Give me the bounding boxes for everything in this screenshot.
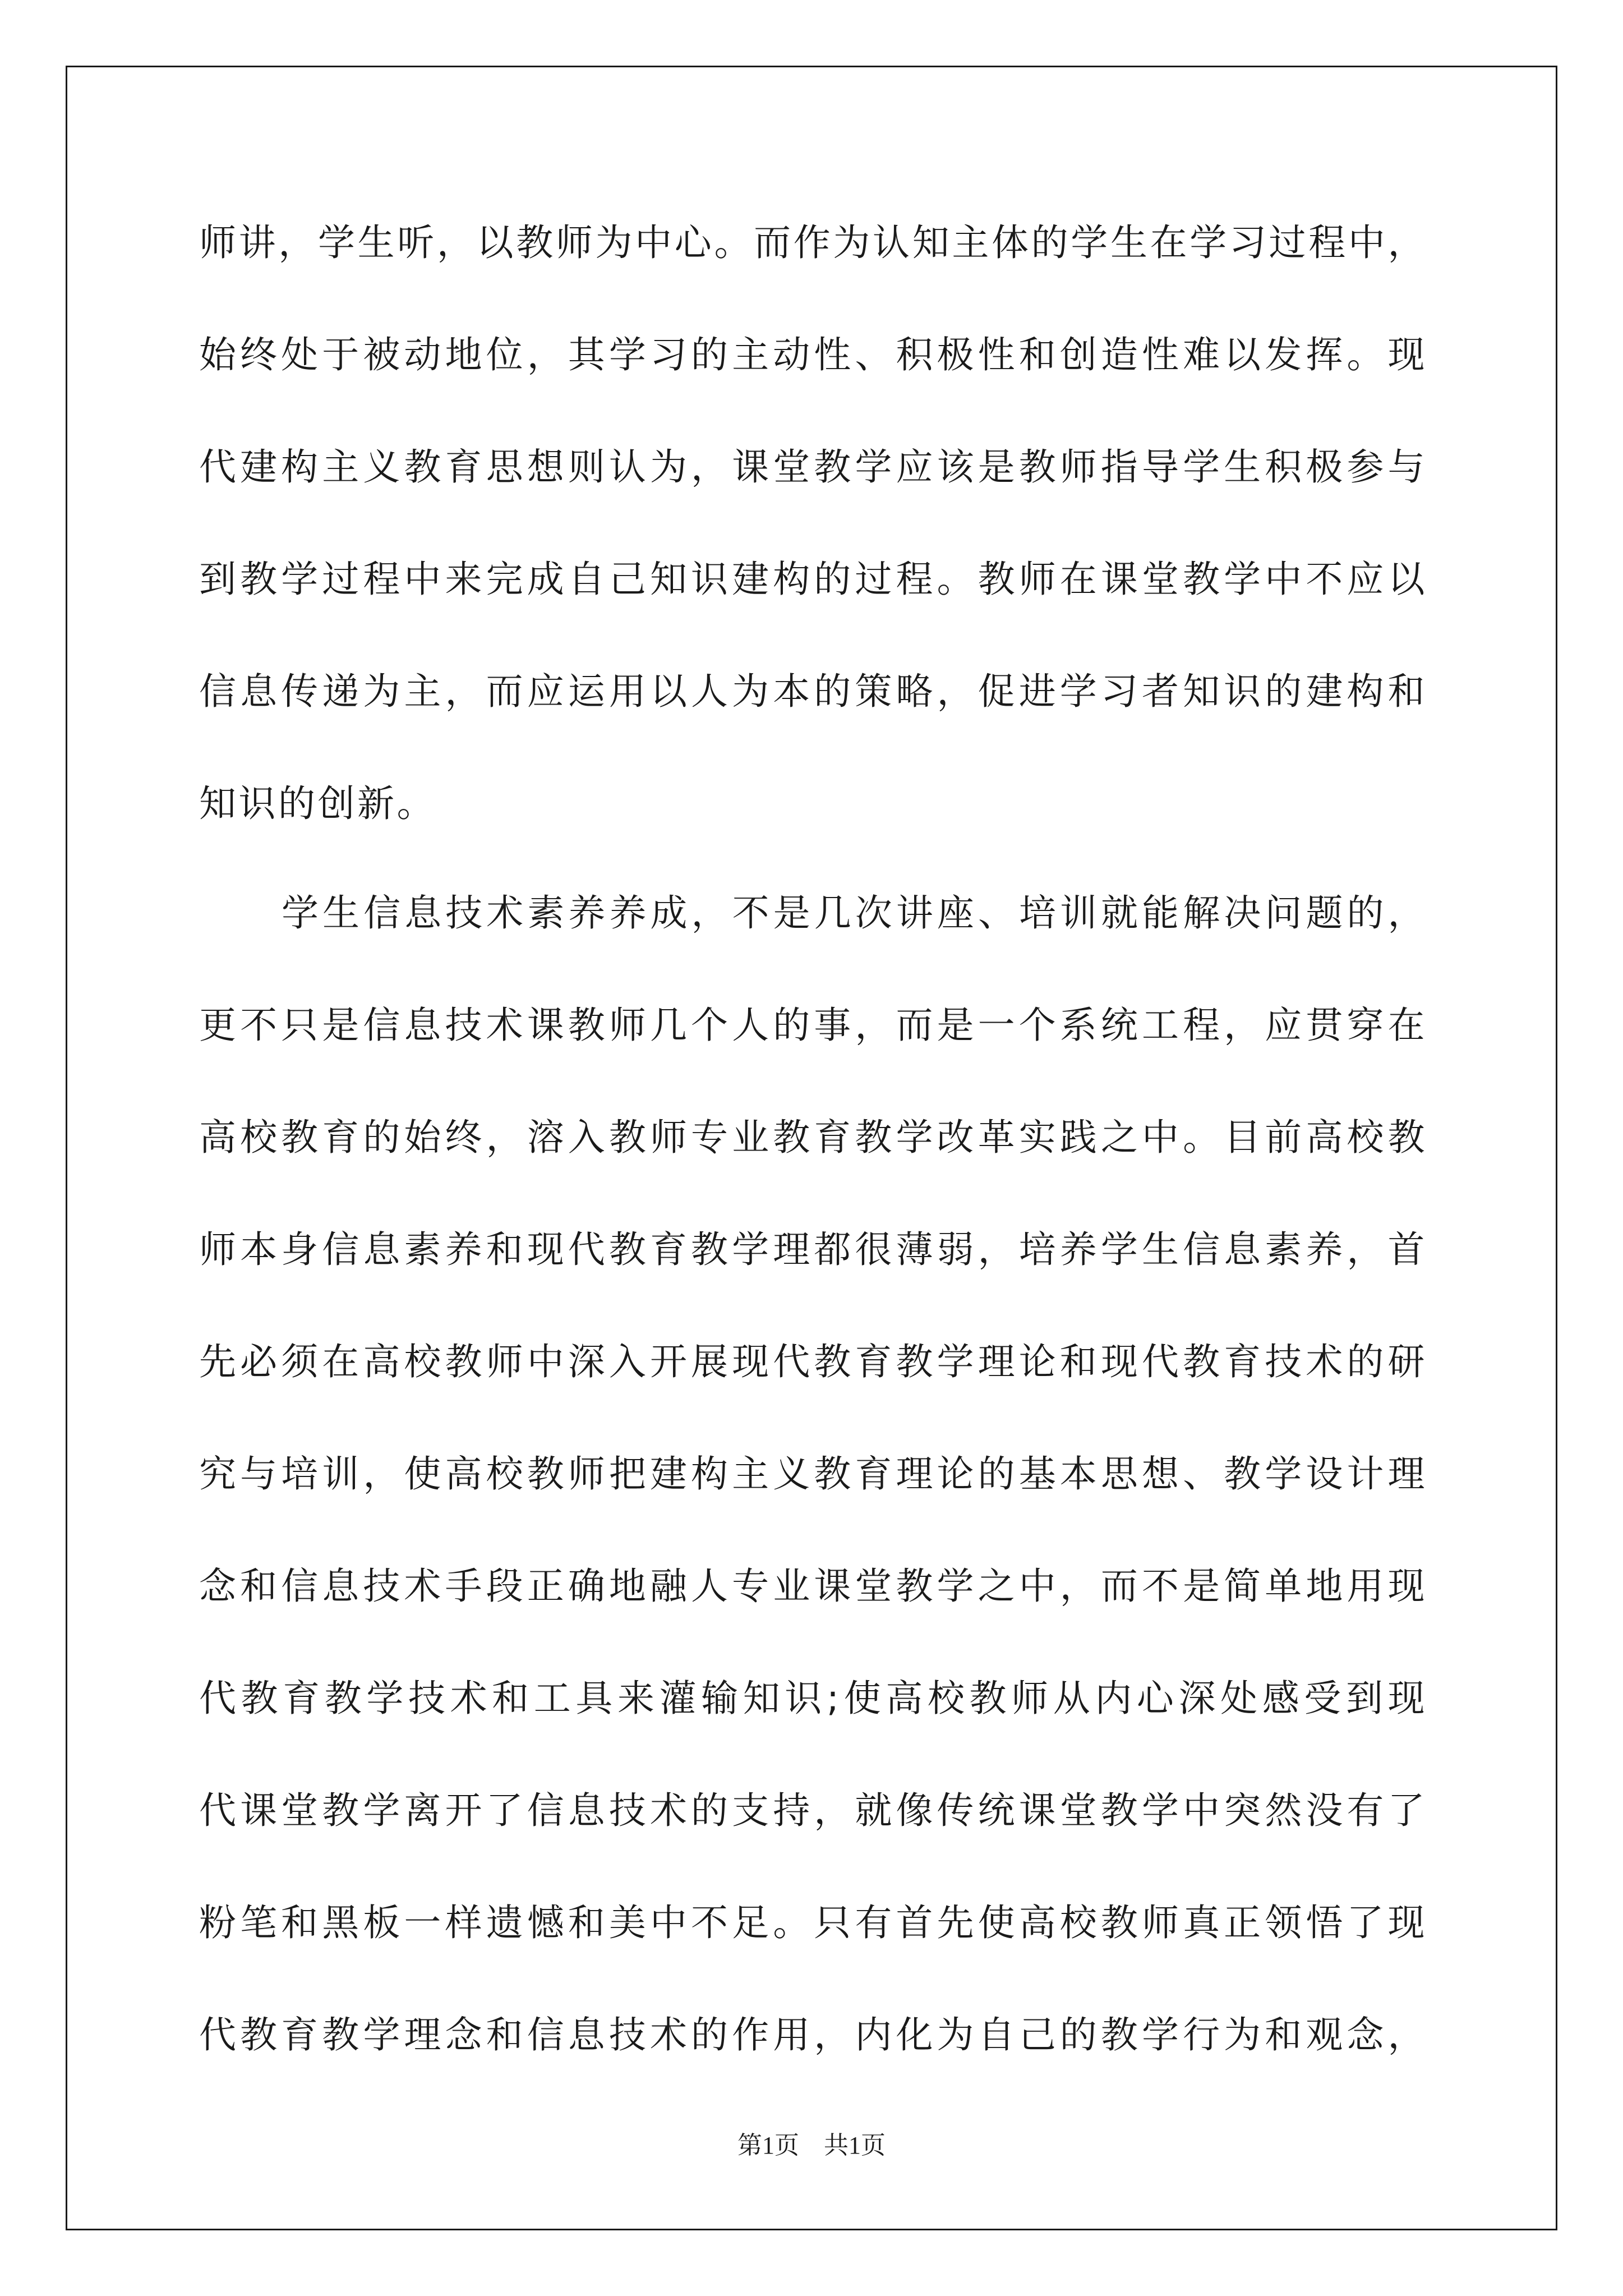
text-line: 知识的创新。 bbox=[199, 782, 436, 825]
text-line: 粉笔和黑板一样遗憾和美中不足。只有首先使高校教师真正领悟了现 bbox=[199, 1901, 1427, 1944]
text-line: 念和信息技术手段正确地融人专业课堂教学之中，而不是简单地用现 bbox=[199, 1565, 1427, 1608]
text-line: 始终处于被动地位，其学习的主动性、积极性和创造性难以发挥。现 bbox=[199, 333, 1427, 376]
text-line: 到教学过程中来完成自己知识建构的过程。教师在课堂教学中不应以 bbox=[199, 558, 1427, 601]
text-line: 信息传递为主，而应运用以人为本的策略，促进学习者知识的建构和 bbox=[199, 670, 1427, 713]
text-line: 学生信息技术素养养成，不是几次讲座、培训就能解决问题的， bbox=[282, 891, 1427, 935]
text-line: 代教育教学理念和信息技术的作用，内化为自己的教学行为和观念， bbox=[199, 2013, 1427, 2056]
text-line: 高校教育的始终，溶入教师专业教育教学改革实践之中。目前高校教 bbox=[199, 1116, 1427, 1159]
text-line: 代课堂教学离开了信息技术的支持，就像传统课堂教学中突然没有了 bbox=[199, 1789, 1427, 1832]
page-footer: 第1页 共1页 bbox=[737, 2132, 886, 2159]
text-line: 师本身信息素养和现代教育教学理都很薄弱，培养学生信息素养，首 bbox=[199, 1228, 1427, 1271]
text-line: 究与培训，使高校教师把建构主义教育理论的基本思想、教学设计理 bbox=[199, 1452, 1427, 1496]
text-line: 代建构主义教育思想则认为，课堂教学应该是教师指导学生积极参与 bbox=[199, 445, 1427, 489]
text-line: 师讲，学生听，以教师为中心。而作为认知主体的学生在学习过程中， bbox=[199, 221, 1427, 264]
text-line: 代教育教学技术和工具来灌输知识;使高校教师从内心深处感受到现 bbox=[199, 1677, 1427, 1720]
text-line: 先必须在高校教师中深入开展现代教育教学理论和现代教育技术的研 bbox=[199, 1340, 1427, 1383]
text-line: 更不只是信息技术课教师几个人的事，而是一个系统工程，应贯穿在 bbox=[199, 1004, 1427, 1047]
